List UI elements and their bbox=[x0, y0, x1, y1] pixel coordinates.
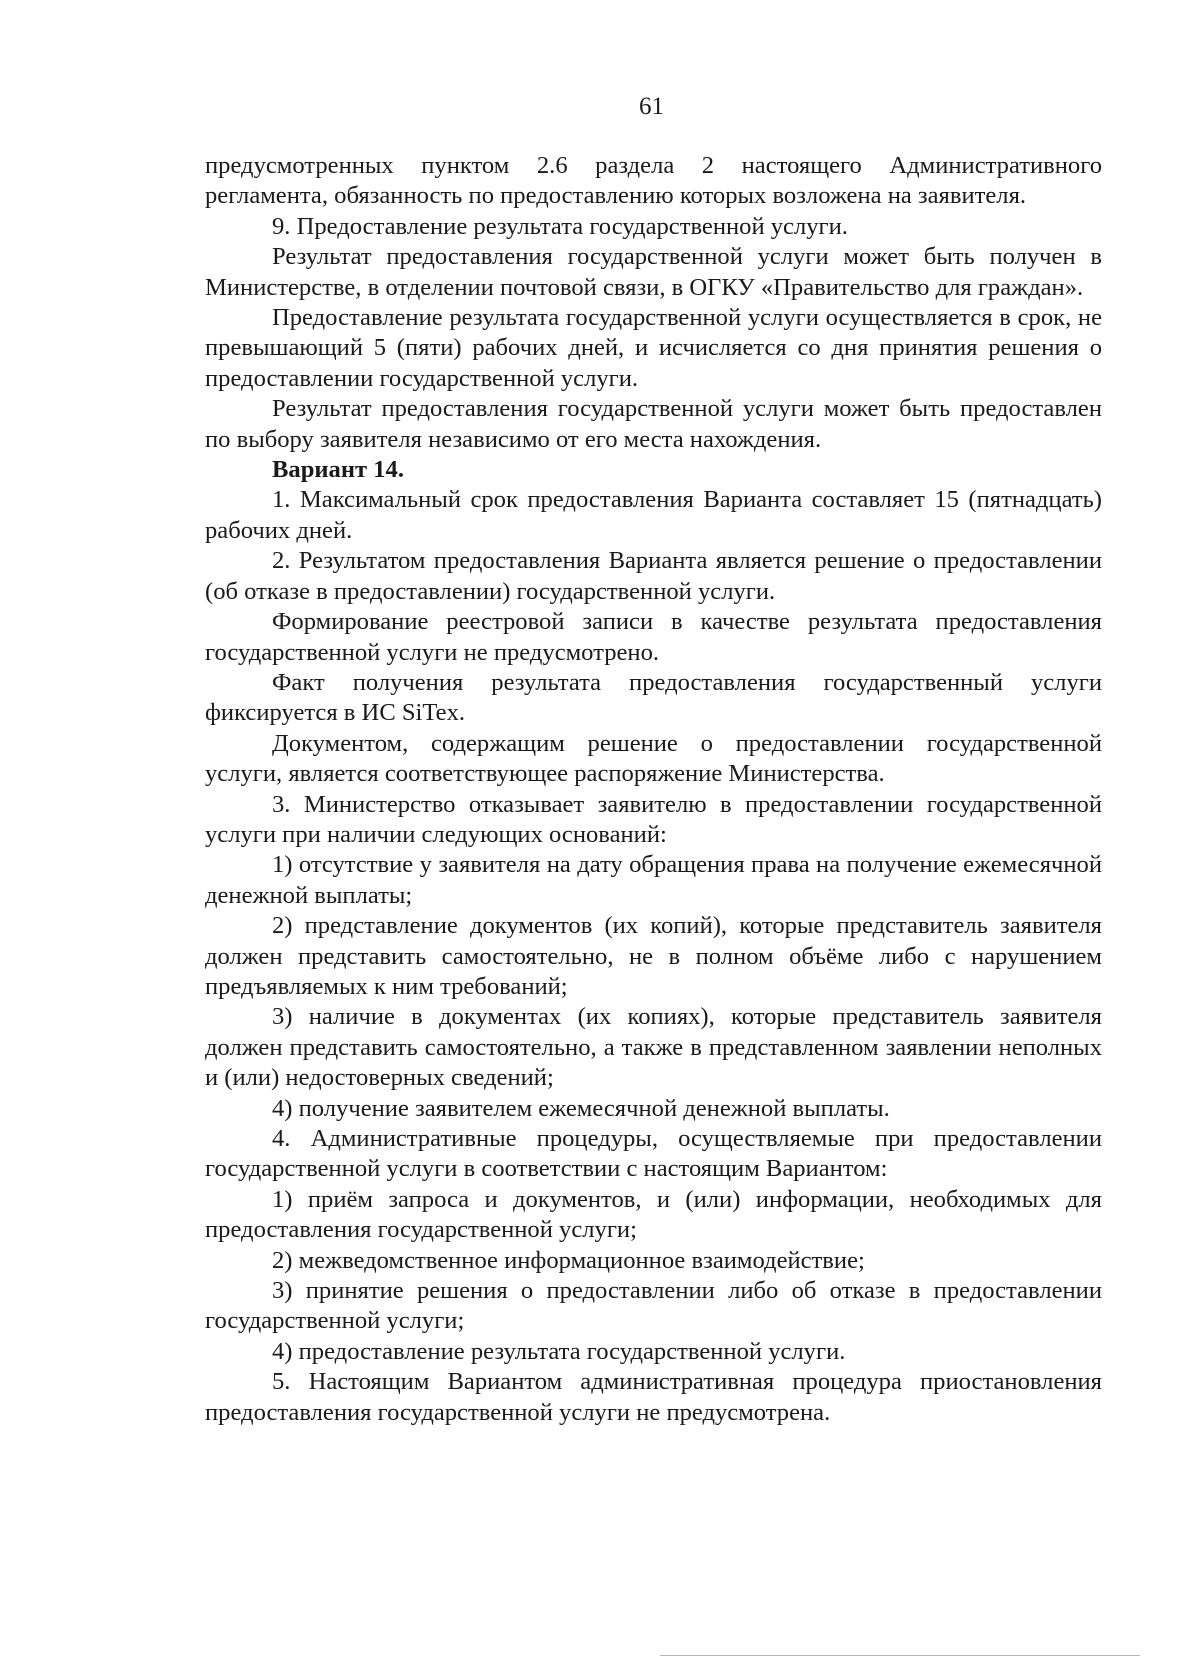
paragraph-v14-item-4: 4. Административные процедуры, осуществляемые при предоставлении государственной услуги в соответствии с настоящим Вариантом: bbox=[205, 1125, 1102, 1183]
paragraph-continuation: предусмотренных пунктом 2.6 раздела 2 настоящего Административного регламента, обязанность по предоставлению которых возложена на заявителя. bbox=[205, 152, 1102, 210]
list-item-procedure-3: 3) принятие решения о предоставлении либо об отказе в предоставлении государственной услуги; bbox=[205, 1277, 1102, 1335]
page-number: 61 bbox=[639, 93, 664, 120]
list-item-procedure-2: 2) межведомственное информационное взаимодействие; bbox=[272, 1246, 865, 1274]
bottom-divider bbox=[660, 1655, 1140, 1656]
document-body bbox=[205, 151, 1102, 1428]
list-item-ground-4: 4) получение заявителем ежемесячной денежной выплаты. bbox=[272, 1094, 890, 1122]
list-item-ground-1: 1) отсутствие у заявителя на дату обращения права на получение ежемесячной денежной выплаты; bbox=[205, 851, 1102, 909]
list-item-procedure-1: 1) приём запроса и документов, и (или) информации, необходимых для предоставления государственной услуги; bbox=[205, 1185, 1102, 1244]
paragraph-item-9: 9. Предоставление результата государственной услуги. bbox=[272, 212, 848, 240]
paragraph-v14-item-2: 2. Результатом предоставления Варианта является решение о предоставлении (об отказе в предоставлении) государственной услуги. bbox=[205, 547, 1102, 605]
paragraph-fact: Факт получения результата предоставления государственный услуги фиксируется в ИС SiTex. bbox=[205, 668, 1102, 727]
section-heading-variant-14: Вариант 14. bbox=[272, 456, 404, 484]
paragraph-v14-item-1: 1. Максимальный срок предоставления Варианта составляет 15 (пятнадцать) рабочих дней. bbox=[205, 486, 1102, 544]
paragraph-result-term: Предоставление результата государственной услуги осуществляется в срок, не превышающий 5 (пяти) рабочих дней, и исчисляется со дня принятия решения о предоставлении государственной услуги. bbox=[205, 304, 1102, 392]
paragraph-result-place: Результат предоставления государственной услуги может быть получен в Министерстве, в отделении почтовой связи, в ОГКУ «Правительство для граждан». bbox=[205, 243, 1102, 301]
paragraph-v14-item-3: 3. Министерство отказывает заявителю в предоставлении государственной услуги при наличии следующих оснований: bbox=[205, 790, 1102, 848]
paragraph-result-choice: Результат предоставления государственной услуги может быть предоставлен по выбору заявителя независимо от его места нахождения. bbox=[205, 395, 1102, 453]
list-item-ground-2: 2) представление документов (их копий), которые представитель заявителя должен представить самостоятельно, не в полном объёме либо с нарушением предъявляемых к ним требований; bbox=[205, 912, 1102, 1000]
paragraph-decision-doc: Документом, содержащим решение о предоставлении государственной услуги, является соответствующее распоряжение Министерства. bbox=[205, 729, 1102, 788]
paragraph-registry: Формирование реестровой записи в качестве результата предоставления государственной услуги не предусмотрено. bbox=[205, 608, 1102, 666]
paragraph-v14-item-5: 5. Настоящим Вариантом административная процедура приостановления предоставления государственной услуги не предусмотрена. bbox=[205, 1368, 1102, 1426]
list-item-procedure-4: 4) предоставление результата государственной услуги. bbox=[272, 1337, 846, 1365]
list-item-ground-3: 3) наличие в документах (их копиях), которые представитель заявителя должен представить самостоятельно, а также в представленном заявлении неполных и (или) недостоверных сведений; bbox=[205, 1003, 1102, 1092]
